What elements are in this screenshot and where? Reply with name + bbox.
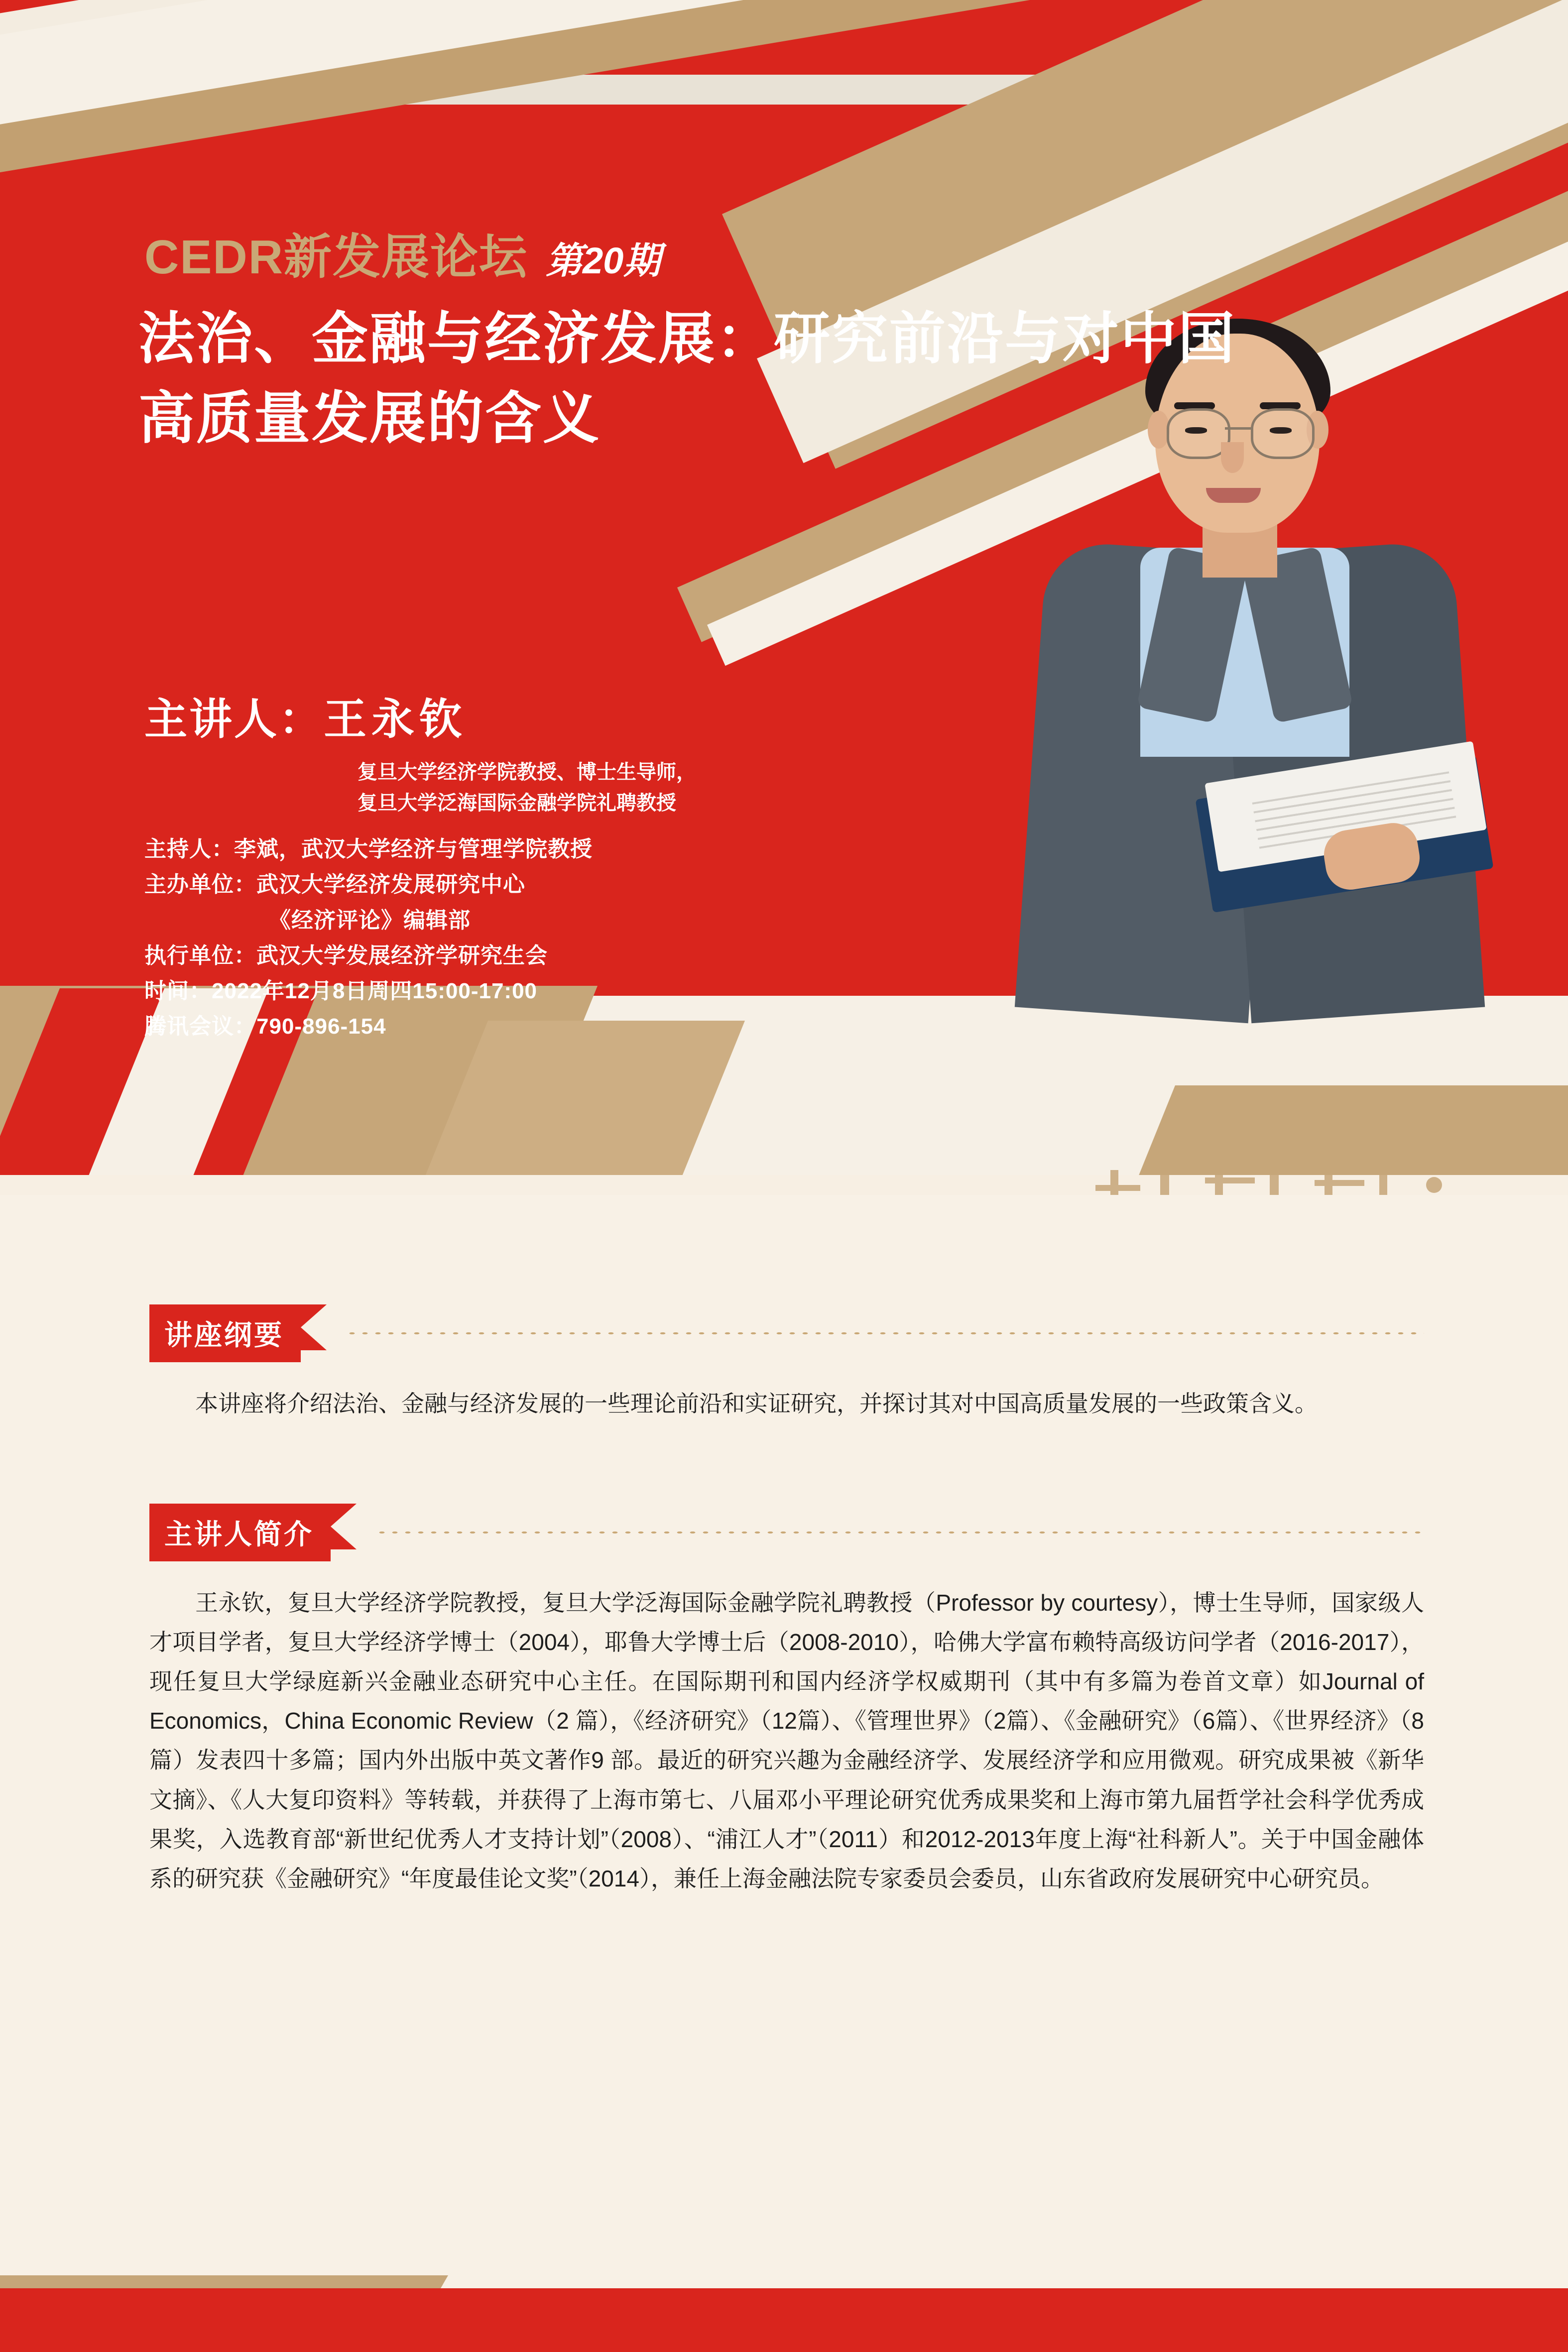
section-bio [149,1504,1424,1898]
info-organizer-label: 主办单位： [144,872,256,897]
header-banner [0,0,1568,1175]
footer-red-band [0,2288,1568,2352]
info-host [144,831,593,867]
info-meeting-label: 腾讯会议： [144,1014,256,1039]
info-host-value: 李斌，武汉大学经济与管理学院教授 [234,837,593,861]
section-bio-header [149,1504,1424,1561]
speaker-label: 主讲人： [144,696,324,743]
content-area [0,1195,1568,2240]
forum-name: CEDR新发展论坛 [144,231,528,284]
info-time-label: 时间： [144,979,212,1004]
section-outline-header [149,1304,1424,1362]
section-bio-body: 王永钦，复旦大学经济学院教授，复旦大学泛海国际金融学院礼聘教授（Professor by courtesy），博士生导师，国家级人才项目学者，复旦大学经济学博士（2004），耶鲁大学博士后（2008-2010），哈佛大学富布赖特高级访问学者（2016-2017），现任复旦大学绿庭新兴金融业态研究中心主任。在国际期刊和国内经济学权威期刊（其中有多篇为卷首文章）如Journal of Economics，China Economic Review（2 篇），《经济研究》（12篇）、《管理世界》（2篇）、《金融研究》（6篇）、《世界经济》（8篇）发表四十多篇；国内外出版中英文著作9 部。最近的研究兴趣为金融经济学、发展经济学和应用微观。研究成果被《新华文摘》、《人大复印资料》等转载，并获得了上海市第七、八届邓小平理论研究优秀成果奖和上海市第九届哲学社会科学优秀成果奖，入选教育部“新世纪优秀人才支持计划”（2008）、“浦江人才”（2011）和2012-2013年度上海“社科新人”。关于中国金融体系的研究获《金融研究》“年度最佳论文奖”（2014），兼任上海金融法院专家委员会委员，山东省政府发展研究中心研究员。 [149,1590,1424,1891]
portrait-eye-right [1270,427,1292,434]
info-meeting-value: 790-896-154 [256,1014,386,1039]
info-host-label: 主持人： [144,837,234,861]
info-meeting [144,1009,593,1044]
section-outline-dots [346,1331,1424,1336]
glasses-icon-right [1251,408,1315,459]
section-bio-dots [375,1530,1424,1535]
info-organizer [144,867,593,902]
info-time [144,973,593,1009]
speaker-affiliation [358,757,696,819]
section-bio-tag: 主讲人简介 [149,1504,331,1561]
event-info [144,831,593,1045]
info-organizer-value: 武汉大学经济发展研究中心 [256,872,525,897]
section-outline [149,1304,1424,1423]
speaker-heading [144,685,467,746]
section-outline-body: 本讲座将介绍法治、金融与经济发展的一些理论前沿和实证研究，并探讨其对中国高质量发展的一些政策含义。 [195,1391,1318,1416]
forum-heading [144,219,660,287]
page-title: 法治、金融与经济发展：研究前沿与对中国高质量发展的含义 [138,305,1236,452]
speaker-name: 王永钦 [324,696,467,743]
speaker-affiliation-line1: 复旦大学经济学院教授、博士生导师， [358,761,696,783]
section-outline-tag: 讲座纲要 [149,1304,301,1362]
forum-issue: 第20期 [546,240,661,281]
info-organizer-2: 《经济评论》编辑部 [269,908,471,933]
info-executor-value: 武汉大学发展经济学研究生会 [256,943,548,968]
info-executor [144,938,593,973]
info-time-value: 2022年12月8日周四15:00-17:00 [212,979,538,1004]
portrait-mouth [1206,488,1261,503]
info-executor-label: 执行单位： [144,943,256,968]
speaker-affiliation-line2: 复旦大学泛海国际金融学院礼聘教授 [358,792,676,814]
